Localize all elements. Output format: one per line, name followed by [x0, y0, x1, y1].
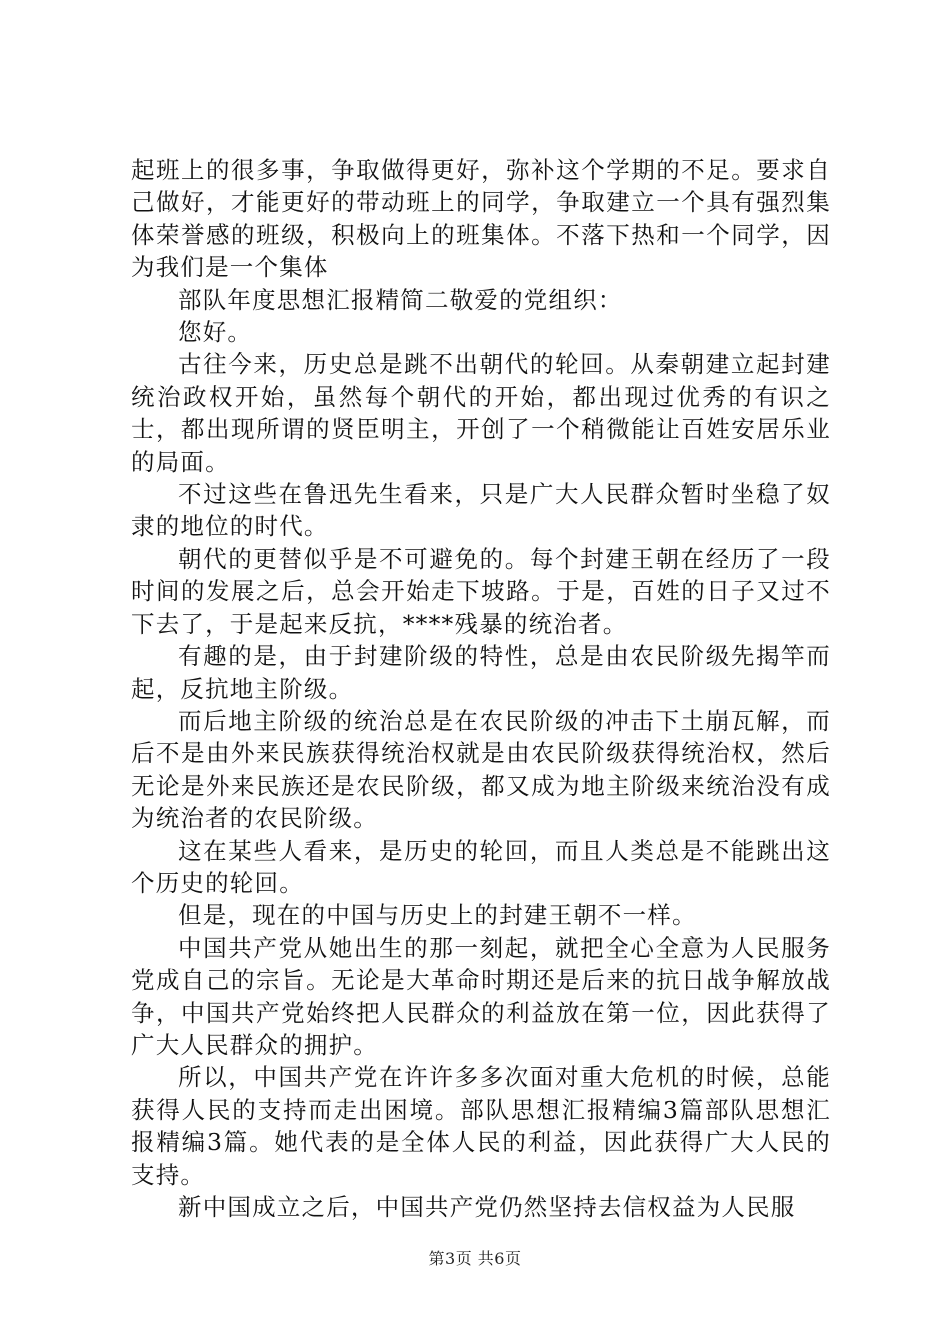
paragraph-8: 而后地主阶级的统治总是在农民阶级的冲击下土崩瓦解，而后不是由外来民族获得统治权就是由农民阶级获得统治权，然后无论是外来民族还是农民阶级，都又成为地主阶级来统治没有成为统治者的农民阶级。: [131, 706, 831, 833]
paragraph-9: 这在某些人看来，是历史的轮回，而且人类总是不能跳出这个历史的轮回。: [131, 836, 831, 897]
paragraph-11: 中国共产党从她出生的那一刻起，就把全心全意为人民服务党成自己的宗旨。无论是大革命时期还是后来的抗日战争解放战争，中国共产党始终把人民群众的利益放在第一位，因此获得了广大人民群众的拥护。: [131, 933, 831, 1059]
paragraph-4: 古往今来，历史总是跳不出朝代的轮回。从秦朝建立起封建统治政权开始，虽然每个朝代的开始，都出现过优秀的有识之士，都出现所谓的贤臣明主，开创了一个稍微能让百姓安居乐业的局面。: [131, 350, 831, 476]
paragraph-5: 不过这些在鲁迅先生看来，只是广大人民群众暂时坐稳了奴隶的地位的时代。: [131, 480, 831, 541]
paragraph-10: 但是，现在的中国与历史上的封建王朝不一样。: [178, 901, 697, 930]
paragraph-13: 新中国成立之后，中国共产党仍然坚持去信权益为人民服: [178, 1193, 796, 1221]
paragraph-1: 起班上的很多事，争取做得更好，弥补这个学期的不足。要求自己做好，才能更好的带动班上的同学，争取建立一个具有强烈集体荣誉感的班级，积极向上的班集体。不落下热和一个同学，因为我们是一个集体: [131, 156, 831, 282]
paragraph-7: 有趣的是，由于封建阶级的特性，总是由农民阶级先揭竿而起，反抗地主阶级。: [131, 642, 831, 703]
page-number-footer: 第3页 共6页: [428, 1249, 522, 1268]
paragraph-12: 所以，中国共产党在许许多多次面对重大危机的时候，总能获得人民的支持而走出困境。部队思想汇报精编3篇部队思想汇报精编3篇。她代表的是全体人民的利益，因此获得广大人民的支持。: [131, 1063, 831, 1189]
paragraph-6: 朝代的更替似乎是不可避免的。每个封建王朝在经历了一段时间的发展之后，总会开始走下坡路。于是，百姓的日子又过不下去了，于是起来反抗，****残暴的统治者。: [131, 544, 831, 638]
paragraph-3: 您好。: [178, 318, 253, 347]
document-body: [131, 154, 831, 1223]
paragraph-2: 部队年度思想汇报精简二敬爱的党组织：: [178, 285, 623, 314]
